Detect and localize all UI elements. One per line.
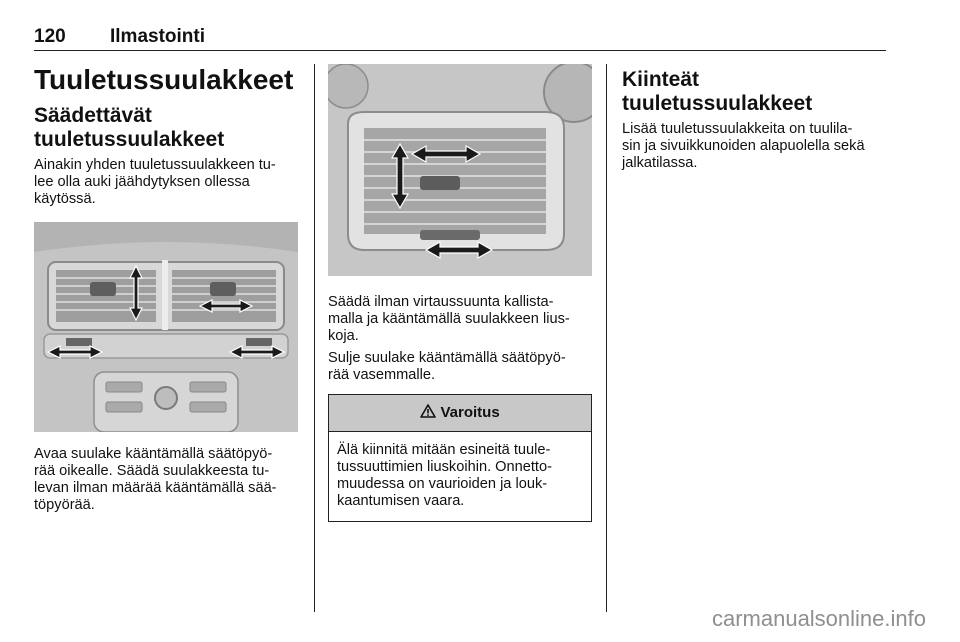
column-1 <box>34 64 300 208</box>
direction-line-1: Säädä ilman virtaussuunta kallista- <box>328 294 554 310</box>
warning-line-2: tussuuttimien liuskoihin. Onnetto- <box>337 459 552 475</box>
direction-line-3: koja. <box>328 328 359 344</box>
column-divider-1 <box>314 64 315 612</box>
column-divider-2 <box>606 64 607 612</box>
center-vents-drawing <box>34 222 298 432</box>
direction-line-2: malla ja kääntämällä suulakkeen lius- <box>328 311 570 327</box>
warning-title: Varoitus <box>440 404 500 421</box>
warning-box <box>328 394 592 522</box>
warning-body <box>329 432 591 510</box>
sub-heading-line-1: Säädettävät <box>34 104 152 127</box>
column-1-caption <box>34 446 304 514</box>
warning-header <box>329 395 591 432</box>
column-2-text <box>328 294 596 384</box>
fixed-vents-line-2: sin ja sivuikkunoiden alapuolella sekä <box>622 138 865 154</box>
caption-line-4: töpyörää. <box>34 497 95 513</box>
close-line-2: rää vasemmalle. <box>328 367 436 383</box>
header-rule <box>34 50 886 51</box>
caption-line-2: rää oikealle. Säädä suulakkeesta tu- <box>34 463 270 479</box>
fixed-vents-line-3: jalkatilassa. <box>622 155 698 171</box>
side-vent-drawing <box>328 64 592 276</box>
caption-line-3: levan ilman määrää kääntämällä sää- <box>34 480 277 496</box>
sub-heading-line-2: tuuletussuulakkeet <box>34 128 225 151</box>
side-vent-illustration <box>328 64 592 276</box>
section-title: Ilmastointi <box>110 26 206 47</box>
fixed-vents-line-1: Lisää tuuletussuulakkeita on tuulila- <box>622 121 853 137</box>
intro-line-1: Ainakin yhden tuuletussuulakkeen tu- <box>34 157 276 173</box>
intro-line-2: lee olla auki jäähdytyksen ollessa <box>34 174 250 190</box>
page-header <box>34 26 886 50</box>
close-line-1: Sulje suulake kääntämällä säätöpyö- <box>328 350 566 366</box>
column-3 <box>622 68 888 172</box>
center-vents-illustration <box>34 222 298 432</box>
main-heading: Tuuletussuulakkeet <box>34 64 294 95</box>
fixed-vents-heading: Kiinteät tuuletussuulakkeet <box>622 68 813 115</box>
warning-line-3: muudessa on vaurioiden ja louk- <box>337 476 548 492</box>
warning-triangle-icon <box>420 404 436 418</box>
warning-line-1: Älä kiinnitä mitään esineitä tuule- <box>337 442 551 458</box>
warning-line-4: kaantumisen vaara. <box>337 493 465 509</box>
watermark: carmanualsonline.info <box>711 606 926 631</box>
page-number: 120 <box>34 26 66 47</box>
caption-line-1: Avaa suulake kääntämällä säätöpyö- <box>34 446 273 462</box>
intro-line-3: käytössä. <box>34 191 96 207</box>
